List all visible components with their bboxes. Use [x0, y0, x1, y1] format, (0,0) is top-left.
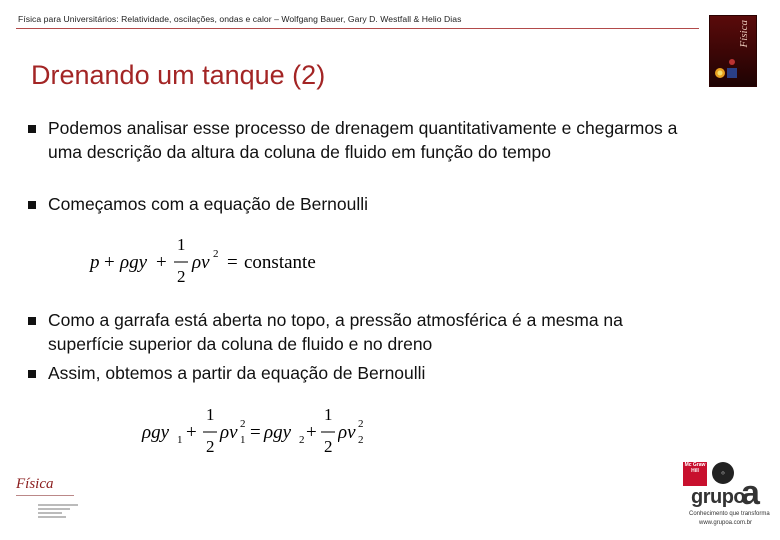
eq-exponent: 2: [213, 248, 219, 260]
book-cover-image: [710, 16, 756, 86]
bullet-square-icon: [28, 125, 36, 133]
eq-fraction-numerator: 1: [206, 405, 215, 424]
eq-operator: =: [227, 252, 238, 273]
eq-term: ρgy: [142, 422, 170, 443]
eq-term: p: [90, 252, 100, 273]
grupo-wordmark: grupo: [691, 486, 746, 508]
bernoulli-two-point-equation: [140, 402, 364, 467]
bullet-square-icon: [28, 317, 36, 325]
bernoulli-two-point-graphic-end: [338, 402, 386, 462]
publisher-url: www.grupoa.com.br: [699, 520, 753, 526]
bernoulli-equation: [88, 232, 338, 297]
eq-operator: +: [104, 252, 115, 273]
eq-fraction-denominator: 2: [177, 267, 186, 286]
eq-subscript: 2: [299, 434, 305, 446]
footer-logo-divider: [16, 495, 74, 496]
eq-term: ρv: [220, 422, 238, 443]
book-cover-title: Física: [738, 20, 750, 48]
eq-term: constante: [244, 252, 316, 273]
seal-icon: ◎: [712, 462, 734, 484]
eq-fraction-numerator: 1: [177, 235, 186, 254]
publisher-tagline: Conhecimento que transforma: [689, 511, 770, 517]
eq-subscript: 1: [177, 434, 183, 446]
bullet-item: [28, 309, 678, 356]
bullet-text: Começamos com a equação de Bernoulli: [48, 194, 369, 214]
eq-subscript: 2: [358, 434, 364, 446]
eq-term: ρv: [338, 422, 356, 443]
eq-operator: +: [306, 422, 317, 443]
footer-book-logo: [16, 476, 86, 530]
mcgraw-hill-logo: Mc Graw Hill: [683, 462, 707, 486]
eq-exponent: 2: [240, 418, 246, 430]
footer-logo-word: Física: [16, 476, 54, 492]
eq-fraction-denominator: 2: [324, 437, 333, 456]
publisher-logo: [683, 462, 769, 532]
bullet-text: Como a garrafa está aberta no topo, a pressão atmosférica é a mesma na superfície superior da coluna de fluido e no dreno: [48, 310, 623, 354]
eq-term: ρgy: [120, 252, 148, 273]
bullet-text: Assim, obtemos a partir da equação de Bernoulli: [48, 363, 426, 383]
eq-operator: +: [156, 252, 167, 273]
slide-title: Drenando um tanque (2): [31, 60, 326, 90]
bernoulli-two-point-graphic: [140, 402, 340, 462]
eq-term: ρv: [192, 252, 210, 273]
bullet-square-icon: [28, 370, 36, 378]
eq-operator: +: [186, 422, 197, 443]
grupo-a-letter: a: [741, 474, 760, 512]
bernoulli-equation-graphic: [88, 232, 338, 292]
bullet-text: Podemos analisar esse processo de drenagem quantitativamente e chegarmos a uma descrição da altura da coluna de fluido em função do tempo: [48, 118, 678, 162]
book-cover-art: [713, 54, 739, 80]
header-divider: [16, 28, 699, 29]
running-header: Física para Universitários: Relatividade, oscilações, ondas e calor – Wolfgang Bauer, Gary D. Westfall & Helio Dias: [18, 14, 462, 24]
bullet-square-icon: [28, 201, 36, 209]
eq-fraction-denominator: 2: [206, 437, 215, 456]
bullet-item: [28, 193, 678, 217]
eq-fraction-numerator: 1: [324, 405, 333, 424]
eq-term: ρgy: [264, 422, 292, 443]
bullet-item: [28, 117, 678, 164]
eq-operator: =: [250, 422, 261, 443]
eq-subscript: 1: [240, 434, 246, 446]
bullet-item: [28, 362, 678, 386]
footer-logo-fine-print: [38, 502, 78, 520]
eq-exponent: 2: [358, 418, 364, 430]
